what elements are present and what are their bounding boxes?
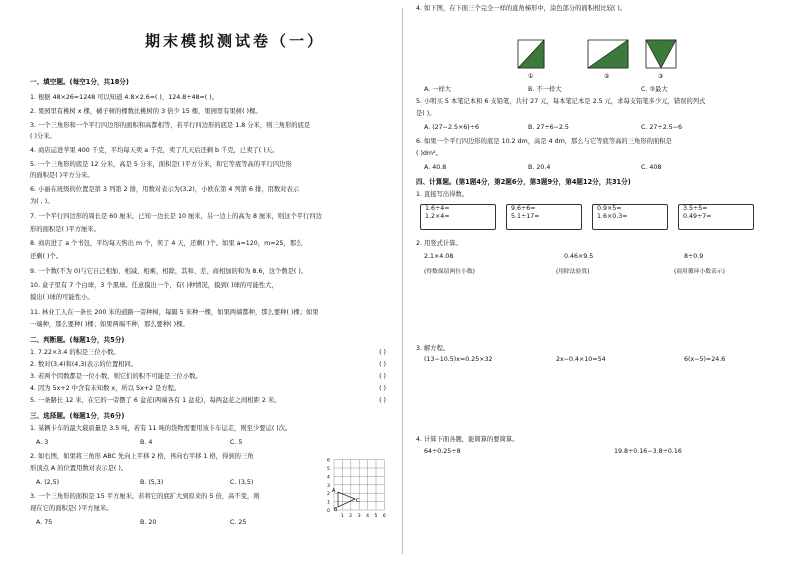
q11-text: 11. 林业工人在一条长 200 米的道路一旁种树，每隔 5 米种一棵，如果两端都种，那么要种( )棵；如果 <box>30 309 319 316</box>
simplify-calc-2: 19.8÷0.16−3.8÷0.16 <box>614 448 682 455</box>
mental-card-3-item-1[interactable]: 0.9×5= <box>597 205 622 212</box>
grid-y-tick: 0 <box>327 509 330 514</box>
left-column <box>30 0 390 561</box>
judge-4-answer[interactable]: ( ) <box>379 385 386 392</box>
choice-3-option-a[interactable]: A. 75 <box>36 519 53 526</box>
choice-4-option-a[interactable]: A. 一样大 <box>424 86 452 93</box>
column-divider <box>402 8 403 554</box>
shape-label-1: ① <box>528 73 534 80</box>
trapezoid-3 <box>646 40 676 68</box>
judge-5-text: 5. 一条路长 12 米，在它的一旁摆了 6 盆花(两端各有 1 盆花)，每两盆花之间相距 2 米。 <box>30 397 281 404</box>
vertical-calc-3: 8÷0.9 <box>684 253 704 260</box>
grid-y-tick: 3 <box>327 483 330 489</box>
grid-x-tick: 4 <box>366 514 369 519</box>
grid-x-tick: 5 <box>374 514 378 519</box>
judge-3-text: 3. 若两个因数都是一位小数，则它们的积不可能是三位小数。 <box>30 373 202 380</box>
coordinate-grid-figure <box>326 448 388 520</box>
mental-card-1-item-1[interactable]: 1.6÷4= <box>425 205 450 212</box>
section-fill-blank-header: 一、填空题。(每空1分，共18分) <box>30 78 129 86</box>
trapezoid-1 <box>518 40 544 68</box>
grid-y-tick: 1 <box>327 500 330 506</box>
q11-text-cont: 一端种，那么要种( )棵；如果两端不种，那么要种( )棵。 <box>30 321 189 328</box>
choice-2-option-b[interactable]: B. (5,3) <box>140 479 164 486</box>
vertical-calc-2-note: (用除法验算) <box>556 269 590 275</box>
grid-label-a: A <box>332 488 336 494</box>
mental-card-3-item-2[interactable]: 1.6×0.3= <box>597 213 628 220</box>
grid-x-tick: 6 <box>382 514 386 519</box>
calc-2-text: 2. 用竖式计算。 <box>416 240 462 247</box>
section-judge-header: 二、判断题。(每题1分，共5分) <box>30 336 125 344</box>
choice-6-option-a[interactable]: A. 40.8 <box>424 164 447 171</box>
judge-2-answer[interactable]: ( ) <box>379 361 386 368</box>
q1-text: 1. 根据 48×26=1248 可以知道 4.8×2.6=( )，124.8÷48=( )。 <box>30 94 218 101</box>
vertical-calc-2: 0.46×9.5 <box>564 253 594 260</box>
choice-6-text: 6. 如果一个平行四边形的底是 10.2 dm，高是 4 dm，那么与它等底等高的三角形的面积是 <box>416 138 672 145</box>
choice-3-text-cont: 现在它的面积是( )平方厘米。 <box>30 505 113 512</box>
q9-text: 9. 一个数(不为 0)与它自己相加、相减、相乘，相除，其和、差、商相加的和为 8.6，这个数是( )。 <box>30 268 308 275</box>
grid-y-tick: 5 <box>327 467 330 472</box>
choice-2-text: 2. 如右图，如果将三角形 ABC 先向上平移 2 格，再向右平移 1 格，得到的三角 <box>30 453 254 460</box>
choice-1-option-b[interactable]: B. 4 <box>140 439 153 446</box>
mental-card-2 <box>506 204 582 230</box>
choice-5-text: 5. 小明买 5 本笔记本和 6 支铅笔，共付 27 元，每本笔记本是 2.5 元，求每支铅笔多少元，错误的列式 <box>416 98 706 105</box>
vertical-calc-1-note: (得数保留两位小数) <box>424 269 475 275</box>
choice-2-option-c[interactable]: C. (3,5) <box>230 479 254 486</box>
choice-3-text: 3. 一个三角形的面积是 15 平方厘米，若将它的底扩大到原来的 5 倍，高不变，则 <box>30 493 260 500</box>
choice-3-option-b[interactable]: B. 20 <box>140 519 157 526</box>
choice-1-text: 1. 某辆卡车的最大载质量是 3.5 吨，若有 11 吨的货物需要用该卡车运走，则至少要运( )次。 <box>30 425 292 432</box>
choice-3-option-c[interactable]: C. 25 <box>230 519 247 526</box>
q7-text: 7. 一个平行四边形的周长是 60 厘米，已知一边长是 10 厘米，另一边上的高为 8 厘米，则这个平行四边 <box>30 213 322 220</box>
q10-text: 10. 盒子里有 7 个白球，3 个黑球。任意摸出一个，有( )种情况，摸到( )球的可能性大， <box>30 282 278 289</box>
mental-card-3 <box>592 204 668 230</box>
right-column <box>416 0 776 561</box>
judge-1-text: 1. 7.22×3.4 的积是三位小数。 <box>30 349 120 356</box>
q5-text: 5. 一个三角形的底是 12 分米，高是 5 分米，面积是( )平方分米，和它等底等高的平行四边形 <box>30 161 292 168</box>
choice-5-text-cont: 是( )。 <box>416 110 436 117</box>
choice-2-option-a[interactable]: A. (2,5) <box>36 479 60 486</box>
calc-4-text: 4. 计算下面各题，能简算的要简算。 <box>416 436 519 443</box>
grid-x-tick: 1 <box>340 514 344 519</box>
choice-6-option-c[interactable]: C. 408 <box>641 164 662 171</box>
q3-text-cont: ( )分米。 <box>30 133 56 140</box>
trapezoid-figures <box>516 18 716 80</box>
mental-card-1-item-2[interactable]: 1.2×4= <box>425 213 450 220</box>
judge-3-answer[interactable]: ( ) <box>379 373 386 380</box>
choice-4-option-b[interactable]: B. 不一样大 <box>528 86 562 93</box>
q8-text: 8. 商店进了 a 个书包，平均每天售出 m 个，卖了 4 天，还剩( )个。如果 a=120，m=25，那么 <box>30 240 303 247</box>
grid-y-tick: 6 <box>327 458 330 464</box>
grid-x-tick: 3 <box>357 514 361 519</box>
calc-3-text: 3. 解方程。 <box>416 345 450 352</box>
vertical-calc-1: 2.1×4.08 <box>424 253 454 260</box>
q6-text: 6. 小丽在班级的位置是第 3 列第 2 排，用数对表示为(3,2)，小欧在第 4 列第 6 排，用数对表示 <box>30 186 300 193</box>
equation-3: 6(x−5)=24.6 <box>684 356 726 363</box>
q2-text: 2. 果园里有桃树 x 棵，橘子树的棵数比桃树的 3 倍少 15 棵，果园里有果树( )棵。 <box>30 108 262 115</box>
q8-text-cont: 还剩( )个。 <box>30 253 63 260</box>
page-title: 期末模拟测试卷（一） <box>144 32 325 50</box>
equation-1: (13−10.5)x=0.25×32 <box>424 356 493 363</box>
mental-math-cards <box>420 204 774 232</box>
section-choice-header: 三、选择题。(每题1分，共6分) <box>30 412 125 420</box>
q4-text: 4. 商店运进苹果 400 千克，平均每天卖 a 千克，卖了几天后还剩 b 千克，已卖了( )天。 <box>30 147 279 154</box>
mental-card-4-item-1[interactable]: 3.5÷5= <box>683 205 708 212</box>
grid-y-tick: 4 <box>327 475 330 481</box>
mental-card-4 <box>678 204 754 230</box>
mental-card-2-item-2[interactable]: 5.1÷17= <box>511 213 540 220</box>
q10-text-cont: 摸出( )球的可能性小。 <box>30 294 94 301</box>
choice-4-option-c[interactable]: C. ③最大 <box>641 86 668 93</box>
q5-text-cont: 的面积是( )平方分米。 <box>30 172 94 179</box>
shape-label-3: ③ <box>658 73 664 80</box>
grid-label-b: B <box>334 507 338 513</box>
grid-y-tick: 2 <box>327 492 330 498</box>
q3-text: 3. 一个三角形和一个平行四边形的面积和高都相等，若平行四边形的底是 1.8 分米，则三角形的底是 <box>30 122 311 129</box>
equation-2: 2x−0.4×10=54 <box>556 356 606 363</box>
mental-card-2-item-1[interactable]: 9.6÷6= <box>511 205 536 212</box>
choice-1-option-a[interactable]: A. 3 <box>36 439 49 446</box>
section-calc-header: 四、计算题。(第1题4分，第2题6分，第3题9分，第4题12分，共31分) <box>416 178 631 186</box>
choice-6-option-b[interactable]: B. 20.4 <box>528 164 551 171</box>
mental-card-1 <box>420 204 496 230</box>
judge-5-answer[interactable]: ( ) <box>379 397 386 404</box>
simplify-calc-1: 64÷0.25÷8 <box>424 448 461 455</box>
q6-text-cont: 为( , )。 <box>30 198 54 205</box>
judge-1-answer[interactable]: ( ) <box>379 349 386 356</box>
grid-label-c: C <box>356 498 360 504</box>
shape-label-2: ② <box>604 73 610 80</box>
choice-5-option-b[interactable]: B. 27÷6−2.5 <box>528 124 569 131</box>
q7-text-cont: 形的面积是( )平方厘米。 <box>30 226 100 233</box>
judge-2-text: 2. 数对(3,4)和(4,3)表示的位置相同。 <box>30 361 138 368</box>
calc-1-text: 1. 直接写出得数。 <box>416 191 469 198</box>
triangle-abc <box>338 492 355 507</box>
choice-4-text: 4. 如下图，在下面三个完全一样的直角梯形中，涂色部分的面积相比较( )。 <box>416 5 627 12</box>
mental-card-4-item-2[interactable]: 0.49÷7= <box>683 213 712 220</box>
choice-2-text-cont: 形顶点 A 的位置用数对表示是( )。 <box>30 465 128 472</box>
choice-5-option-c[interactable]: C. 27÷2.5−6 <box>641 124 682 131</box>
judge-4-text: 4. 因为 5x+2 中含有未知数 x，所以 5x+2 是方程。 <box>30 385 181 392</box>
choice-5-option-a[interactable]: A. (27−2.5×6)÷6 <box>424 124 479 131</box>
vertical-calc-3-note: (商用循环小数表示) <box>674 269 725 275</box>
grid-x-tick: 2 <box>349 514 353 519</box>
trapezoid-2 <box>588 40 628 68</box>
choice-1-option-c[interactable]: C. 5 <box>230 439 243 446</box>
choice-6-text-cont: ( )dm²。 <box>416 150 442 157</box>
